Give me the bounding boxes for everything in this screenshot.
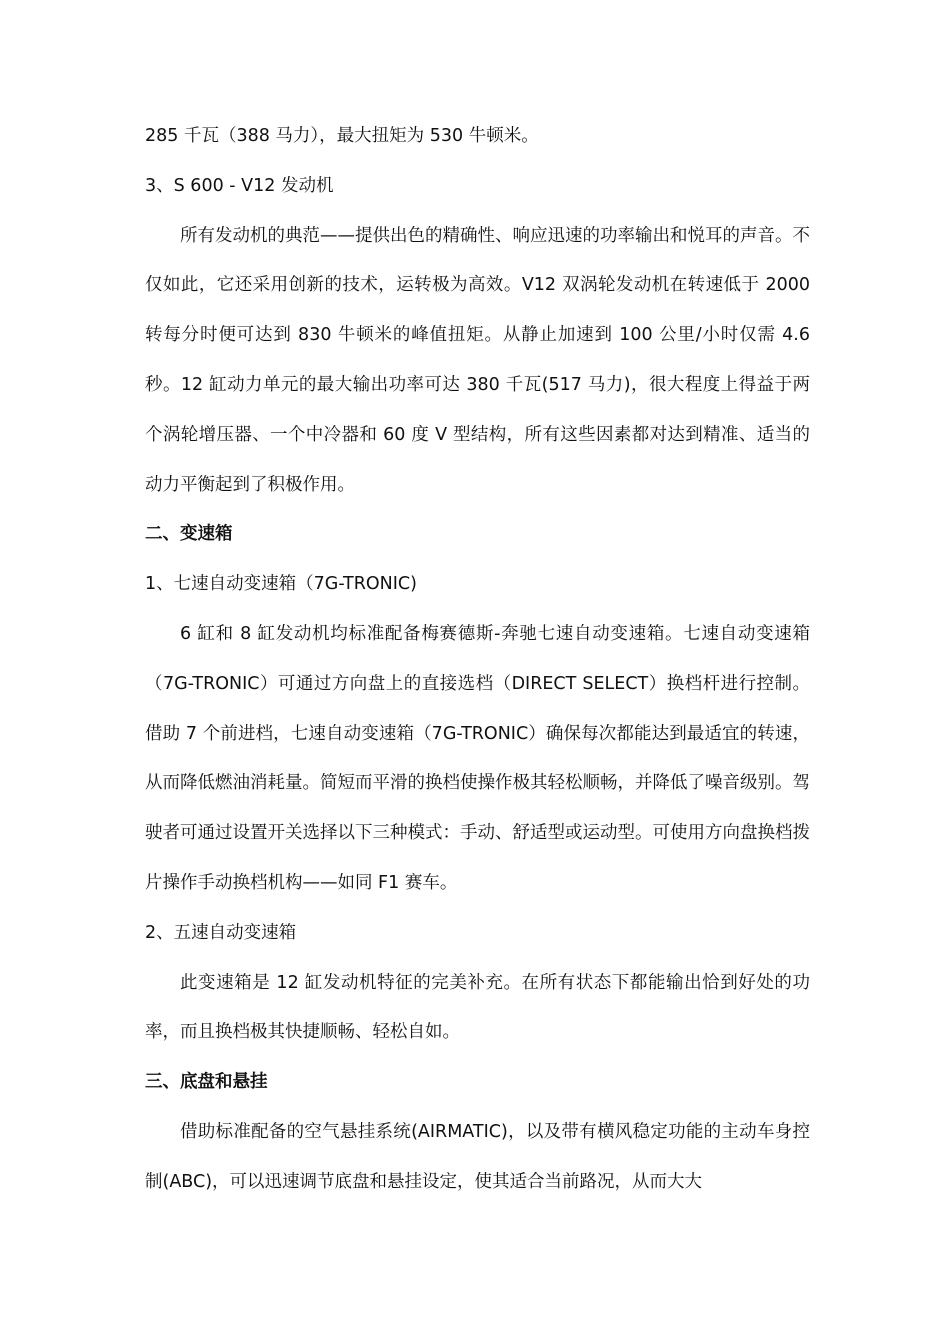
- paragraph-s600: 所有发动机的典范——提供出色的精确性、响应迅速的功率输出和悦耳的声音。不仅如此，它还采用创新的技术，运转极为高效。V12 双涡轮发动机在转速低于 2000 转每分时便可达到 830 牛顿米的峰值扭矩。从静止加速到 100 公里/小时仅需 4.6 秒。12 缸动力单元的最大输出功率可达 380 千瓦(517 马力)，很大程度上得益于两个涡轮增压器、一个中冷器和 60 度 V 型结构，所有这些因素都对达到精准、适当的动力平衡起到了积极作用。: [145, 225, 810, 495]
- subheading-7g-tronic: 1、七速自动变速箱（7G-TRONIC): [145, 574, 417, 595]
- paragraph-five-speed: 此变速箱是 12 缸发动机特征的完美补充。在所有状态下都能输出恰到好处的功率，而且换档极其快捷顺畅、轻松自如。: [145, 972, 810, 1043]
- paragraph-chassis: 借助标准配备的空气悬挂系统(AIRMATIC)，以及带有横风稳定功能的主动车身控制(ABC)，可以迅速调节底盘和悬挂设定，使其适合当前路况，从而大大: [145, 1121, 810, 1192]
- subheading-s600: 3、S 600 - V12 发动机: [145, 175, 334, 196]
- continued-line: 285 千瓦（388 马力），最大扭矩为 530 牛顿米。: [145, 126, 539, 146]
- subheading-five-speed: 2、五速自动变速箱: [145, 922, 297, 943]
- section-heading-gearbox: 二、变速箱: [145, 524, 233, 545]
- document-page: [145, 112, 810, 1208]
- paragraph-7g-tronic: 6 缸和 8 缸发动机均标准配备梅赛德斯-奔驰七速自动变速箱。七速自动变速箱（7G-TRONIC）可通过方向盘上的直接选档（DIRECT SELECT）换档杆进行控制。借助 7 个前进档，七速自动变速箱（7G-TRONIC）确保每次都能达到最适宜的转速，从而降低燃油消耗量。简短而平滑的换档使操作极其轻松顺畅，并降低了噪音级别。驾驶者可通过设置开关选择以下三种模式：手动、舒适型或运动型。可使用方向盘换档拨片操作手动换档机构——如同 F1 赛车。: [145, 623, 810, 893]
- section-heading-chassis: 三、底盘和悬挂: [145, 1072, 268, 1093]
